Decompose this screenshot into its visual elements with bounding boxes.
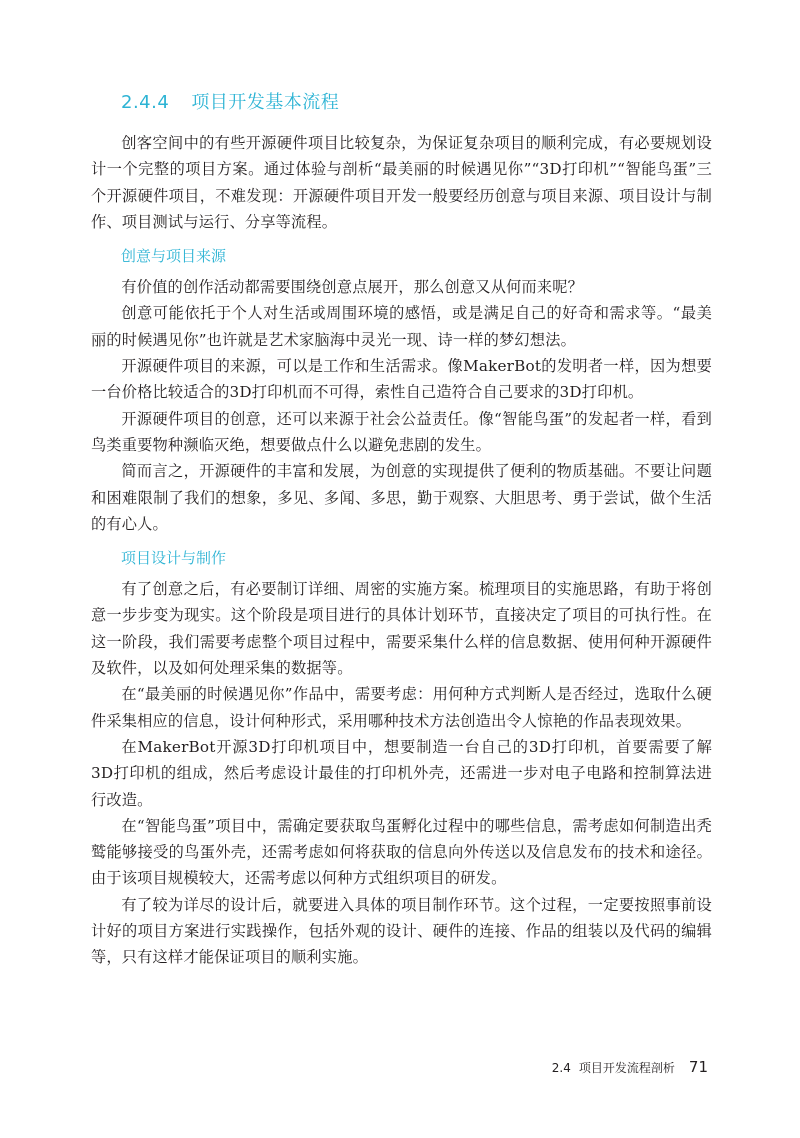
page-number: 71 [688, 1058, 708, 1076]
paragraph: 在“智能鸟蛋”项目中，需确定要获取鸟蛋孵化过程中的哪些信息，需考虑如何制造出秃鹫能够接受的鸟蛋外壳，还需考虑如何将获取的信息向外传送以及信息发布的技术和途径。由于该项目规模较大，还需考虑以何种方式组织项目的研发。 [91, 816, 712, 888]
paragraph: 创意可能依托于个人对生活或周围环境的感悟，或是满足自己的好奇和需求等。“最美丽的时候遇见你”也许就是艺术家脑海中灵光一现、诗一样的梦幻想法。 [91, 304, 712, 349]
subsection-heading-design-build: 项目设计与制作 [121, 549, 227, 568]
section-title-text: 项目开发基本流程 [191, 92, 340, 113]
footer-chapter-title: 项目开发流程剖析 [578, 1061, 675, 1075]
paragraph: 有价值的创作活动都需要围绕创意点展开，那么创意又从何而来呢？ [121, 278, 584, 297]
subsection-heading-idea-source: 创意与项目来源 [121, 247, 227, 266]
section-heading [121, 88, 339, 114]
paragraph: 在MakerBot开源3D打印机项目中，想要制造一台自己的3D打印机，首要需要了解3D打印机的组成，然后考虑设计最佳的打印机外壳，还需进一步对电子电路和控制算法进行改造。 [91, 737, 712, 809]
page-footer [552, 1058, 708, 1076]
paragraph: 开源硬件项目的来源，可以是工作和生活需求。像MakerBot的发明者一样，因为想要一台价格比较适合的3D打印机而不可得，索性自己造符合自己要求的3D打印机。 [91, 357, 712, 402]
footer-chapter-number: 2.4 [551, 1061, 571, 1075]
paragraph: 在“最美丽的时候遇见你”作品中，需要考虑：用何种方式判断人是否经过，选取什么硬件采集相应的信息，设计何种形式，采用哪种技术方法创造出令人惊艳的作品表现效果。 [91, 685, 712, 730]
paragraph: 有了较为详尽的设计后，就要进入具体的项目制作环节。这个过程，一定要按照事前设计好的项目方案进行实践操作，包括外观的设计、硬件的连接、作品的组装以及代码的编辑等，只有这样才能保证项目的顺利实施。 [91, 895, 712, 967]
paragraph: 有了创意之后，有必要制订详细、周密的实施方案。梳理项目的实施思路，有助于将创意一步步变为现实。这个阶段是项目进行的具体计划环节，直接决定了项目的可执行性。在这一阶段，我们需要考虑整个项目过程中，需要采集什么样的信息数据、使用何种开源硬件及软件，以及如何处理采集的数据等。 [91, 580, 712, 678]
paragraph: 开源硬件项目的创意，还可以来源于社会公益责任。像“智能鸟蛋”的发起者一样，看到鸟类重要物种濒临灭绝，想要做点什么以避免悲剧的发生。 [91, 409, 712, 454]
intro-paragraph: 创客空间中的有些开源硬件项目比较复杂，为保证复杂项目的顺利完成，有必要规划设计一个完整的项目方案。通过体验与剖析“最美丽的时候遇见你”“3D打印机”“智能鸟蛋”三个开源硬件项目，不难发现：开源硬件项目开发一般要经历创意与项目来源、项目设计与制作、项目测试与运行、分享等流程。 [91, 134, 712, 231]
paragraph: 简而言之，开源硬件的丰富和发展，为创意的实现提供了便利的物质基础。不要让问题和困难限制了我们的想象，多见、多闻、多思，勤于观察、大胆思考、勇于尝试，做个生活的有心人。 [91, 462, 712, 533]
body-content [91, 130, 712, 971]
section-number: 2.4.4 [121, 92, 170, 113]
